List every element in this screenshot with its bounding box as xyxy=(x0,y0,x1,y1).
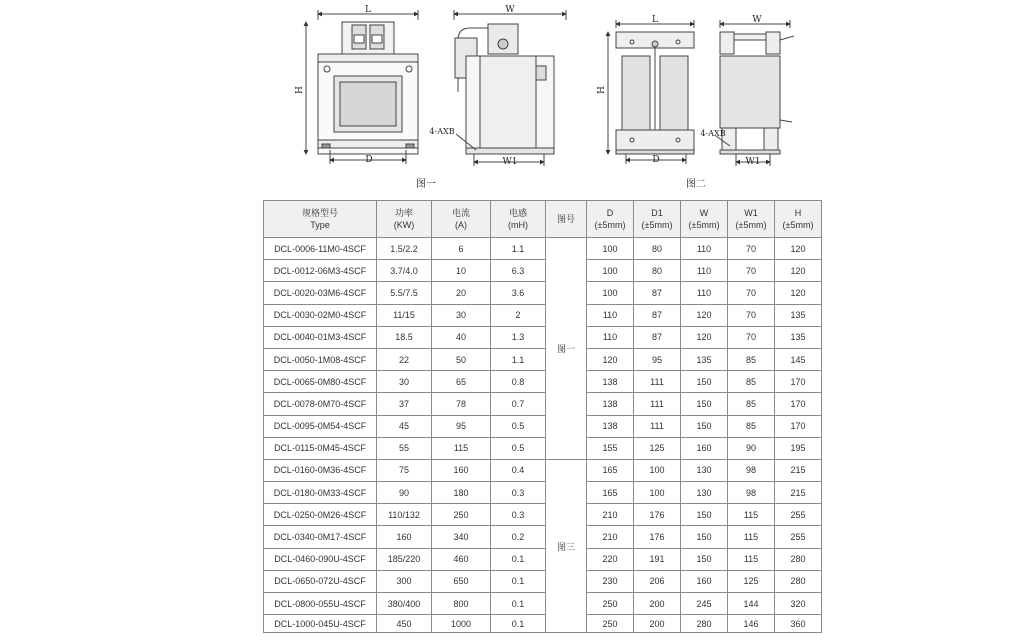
table-row xyxy=(264,304,822,326)
cell-d1: 111 xyxy=(634,371,681,393)
cell-current: 340 xyxy=(432,526,491,548)
cell-h: 320 xyxy=(775,593,822,615)
cell-w: 150 xyxy=(681,415,728,437)
header-inductance-unit: (mH) xyxy=(508,220,528,230)
cell-w1: 90 xyxy=(728,437,775,459)
header-d xyxy=(587,201,634,238)
cell-w: 110 xyxy=(681,238,728,260)
header-model-cn: 规格型号 xyxy=(301,208,338,218)
cell-current: 800 xyxy=(432,593,491,615)
cell-d1: 80 xyxy=(634,238,681,260)
cell-current: 30 xyxy=(432,304,491,326)
cell-inductance: 1.1 xyxy=(491,238,546,260)
cell-inductance: 0.1 xyxy=(491,593,546,615)
cell-model: DCL-0800-055U-4SCF xyxy=(264,593,377,615)
cell-w1: 70 xyxy=(728,260,775,282)
cell-current: 250 xyxy=(432,504,491,526)
fig2-front-label-d: D xyxy=(652,155,660,165)
cell-w1: 146 xyxy=(728,615,775,633)
cell-power: 45 xyxy=(377,415,432,437)
cell-power: 37 xyxy=(377,393,432,415)
cell-inductance: 0.5 xyxy=(491,415,546,437)
cell-w1: 115 xyxy=(728,504,775,526)
cell-current: 115 xyxy=(432,437,491,459)
cell-h: 360 xyxy=(775,615,822,633)
cell-w: 150 xyxy=(681,393,728,415)
cell-w1: 70 xyxy=(728,282,775,304)
table-row xyxy=(264,615,822,633)
cell-model: DCL-0460-090U-4SCF xyxy=(264,548,377,570)
table-row xyxy=(264,482,822,504)
fig2-side-label-w1: W1 xyxy=(745,157,761,167)
cell-inductance: 0.3 xyxy=(491,482,546,504)
cell-h: 255 xyxy=(775,504,822,526)
header-d1-tol: (±5mm) xyxy=(641,220,673,230)
cell-h: 255 xyxy=(775,526,822,548)
technical-drawings xyxy=(0,0,1020,196)
cell-d: 120 xyxy=(587,348,634,370)
cell-power: 90 xyxy=(377,482,432,504)
cell-d: 230 xyxy=(587,570,634,592)
cell-h: 120 xyxy=(775,238,822,260)
cell-w1: 144 xyxy=(728,593,775,615)
header-d-name: D xyxy=(606,208,614,218)
cell-power: 30 xyxy=(377,371,432,393)
cell-d: 250 xyxy=(587,593,634,615)
header-w xyxy=(681,201,728,238)
cell-w1: 85 xyxy=(728,348,775,370)
table-row xyxy=(264,260,822,282)
cell-d: 110 xyxy=(587,326,634,348)
header-power xyxy=(377,201,432,238)
cell-inductance: 2 xyxy=(491,304,546,326)
cell-power: 3.7/4.0 xyxy=(377,260,432,282)
header-h-name: H xyxy=(794,208,802,218)
table-row xyxy=(264,593,822,615)
fig2-side-label-w: W xyxy=(752,15,762,25)
table-row xyxy=(264,282,822,304)
cell-d1: 206 xyxy=(634,570,681,592)
cell-w: 120 xyxy=(681,326,728,348)
table-body xyxy=(264,238,822,633)
header-current xyxy=(432,201,491,238)
table-row xyxy=(264,437,822,459)
cell-figure-group-2: 图三 xyxy=(546,459,587,632)
cell-d: 250 xyxy=(587,615,634,633)
cell-w: 150 xyxy=(681,504,728,526)
table-row xyxy=(264,238,822,260)
cell-w: 110 xyxy=(681,260,728,282)
cell-inductance: 3.6 xyxy=(491,282,546,304)
cell-w1: 70 xyxy=(728,304,775,326)
header-current-cn: 电流 xyxy=(451,208,470,218)
cell-d1: 200 xyxy=(634,615,681,633)
cell-w: 130 xyxy=(681,459,728,481)
header-d1-name: D1 xyxy=(651,208,663,218)
cell-w: 150 xyxy=(681,526,728,548)
cell-w1: 70 xyxy=(728,326,775,348)
cell-current: 78 xyxy=(432,393,491,415)
cell-power: 75 xyxy=(377,459,432,481)
header-h xyxy=(775,201,822,238)
cell-h: 170 xyxy=(775,415,822,437)
header-w-tol: (±5mm) xyxy=(688,220,720,230)
table-row xyxy=(264,459,822,481)
cell-d1: 111 xyxy=(634,393,681,415)
header-current-unit: (A) xyxy=(455,220,467,230)
cell-d: 100 xyxy=(587,282,634,304)
cell-model: DCL-0340-0M17-4SCF xyxy=(264,526,377,548)
fig2-caption: 图二 xyxy=(686,179,706,190)
cell-power: 300 xyxy=(377,570,432,592)
cell-current: 95 xyxy=(432,415,491,437)
cell-d: 210 xyxy=(587,526,634,548)
spec-table xyxy=(263,200,822,633)
header-model xyxy=(264,201,377,238)
cell-current: 10 xyxy=(432,260,491,282)
header-figure xyxy=(546,201,587,238)
cell-w1: 98 xyxy=(728,482,775,504)
fig1-front-label-d: D xyxy=(365,155,373,165)
header-h-tol: (±5mm) xyxy=(782,220,814,230)
header-w1-name: W1 xyxy=(744,208,758,218)
cell-inductance: 0.4 xyxy=(491,459,546,481)
table-row xyxy=(264,504,822,526)
cell-inductance: 1.1 xyxy=(491,348,546,370)
table-row xyxy=(264,548,822,570)
cell-w: 150 xyxy=(681,371,728,393)
cell-d: 165 xyxy=(587,459,634,481)
cell-h: 170 xyxy=(775,371,822,393)
cell-w1: 85 xyxy=(728,415,775,437)
cell-inductance: 0.1 xyxy=(491,615,546,633)
cell-current: 180 xyxy=(432,482,491,504)
table-row xyxy=(264,570,822,592)
fig2-front-view xyxy=(608,20,694,164)
cell-d: 165 xyxy=(587,482,634,504)
fig1-front-view xyxy=(306,10,418,164)
cell-inductance: 0.1 xyxy=(491,570,546,592)
cell-w1: 98 xyxy=(728,459,775,481)
cell-current: 1000 xyxy=(432,615,491,633)
cell-w1: 70 xyxy=(728,238,775,260)
cell-d1: 176 xyxy=(634,526,681,548)
header-power-cn: 功率 xyxy=(394,208,413,218)
fig1-front-label-l: L xyxy=(365,5,371,15)
cell-w: 280 xyxy=(681,615,728,633)
cell-w: 135 xyxy=(681,348,728,370)
cell-d1: 200 xyxy=(634,593,681,615)
header-d-tol: (±5mm) xyxy=(594,220,626,230)
cell-w1: 125 xyxy=(728,570,775,592)
cell-model: DCL-0095-0M54-4SCF xyxy=(264,415,377,437)
cell-power: 22 xyxy=(377,348,432,370)
cell-d: 138 xyxy=(587,393,634,415)
cell-inductance: 6.3 xyxy=(491,260,546,282)
cell-d1: 176 xyxy=(634,504,681,526)
cell-model: DCL-0115-0M45-4SCF xyxy=(264,437,377,459)
cell-power: 185/220 xyxy=(377,548,432,570)
cell-power: 55 xyxy=(377,437,432,459)
cell-h: 145 xyxy=(775,348,822,370)
cell-d1: 80 xyxy=(634,260,681,282)
cell-current: 460 xyxy=(432,548,491,570)
header-figure-cn: 图号 xyxy=(556,214,575,224)
cell-inductance: 0.2 xyxy=(491,526,546,548)
table-row xyxy=(264,526,822,548)
fig2-front-label-h: H xyxy=(597,86,607,94)
cell-model: DCL-0250-0M26-4SCF xyxy=(264,504,377,526)
cell-model: DCL-0050-1M08-4SCF xyxy=(264,348,377,370)
cell-power: 1.5/2.2 xyxy=(377,238,432,260)
table-row xyxy=(264,393,822,415)
cell-model: DCL-0006-11M0-4SCF xyxy=(264,238,377,260)
fig2-front-label-l: L xyxy=(652,15,658,25)
cell-power: 11/15 xyxy=(377,304,432,326)
header-w-name: W xyxy=(699,208,709,218)
header-inductance xyxy=(491,201,546,238)
cell-model: DCL-0040-01M3-4SCF xyxy=(264,326,377,348)
header-inductance-cn: 电感 xyxy=(508,208,527,218)
cell-h: 120 xyxy=(775,282,822,304)
fig1-side-view xyxy=(454,10,566,166)
cell-current: 65 xyxy=(432,371,491,393)
cell-w1: 85 xyxy=(728,393,775,415)
cell-d: 110 xyxy=(587,304,634,326)
cell-w: 150 xyxy=(681,548,728,570)
cell-current: 40 xyxy=(432,326,491,348)
cell-d1: 87 xyxy=(634,304,681,326)
cell-w: 130 xyxy=(681,482,728,504)
cell-w: 245 xyxy=(681,593,728,615)
cell-current: 650 xyxy=(432,570,491,592)
fig1-side-label-w1: W1 xyxy=(502,157,518,167)
cell-d: 100 xyxy=(587,238,634,260)
cell-w: 160 xyxy=(681,437,728,459)
cell-model: DCL-0078-0M70-4SCF xyxy=(264,393,377,415)
cell-model: DCL-0160-0M36-4SCF xyxy=(264,459,377,481)
header-w1-tol: (±5mm) xyxy=(735,220,767,230)
cell-d: 220 xyxy=(587,548,634,570)
fig2-side-view xyxy=(716,20,794,166)
cell-d: 210 xyxy=(587,504,634,526)
header-power-unit: (KW) xyxy=(393,220,415,230)
cell-model: DCL-0180-0M33-4SCF xyxy=(264,482,377,504)
fig1-front-label-h: H xyxy=(295,86,305,94)
cell-figure-group-1: 图一 xyxy=(546,238,587,460)
fig1-side-label-w: W xyxy=(505,5,515,15)
cell-inductance: 1.3 xyxy=(491,326,546,348)
cell-model: DCL-0030-02M0-4SCF xyxy=(264,304,377,326)
cell-h: 280 xyxy=(775,548,822,570)
cell-h: 170 xyxy=(775,393,822,415)
cell-model: DCL-0012-06M3-4SCF xyxy=(264,260,377,282)
table-row xyxy=(264,371,822,393)
fig1-caption: 图一 xyxy=(416,179,436,190)
cell-inductance: 0.5 xyxy=(491,437,546,459)
cell-power: 110/132 xyxy=(377,504,432,526)
cell-w: 110 xyxy=(681,282,728,304)
cell-w: 160 xyxy=(681,570,728,592)
cell-h: 195 xyxy=(775,437,822,459)
cell-w1: 85 xyxy=(728,371,775,393)
cell-inductance: 0.8 xyxy=(491,371,546,393)
cell-current: 6 xyxy=(432,238,491,260)
cell-power: 18.5 xyxy=(377,326,432,348)
cell-current: 20 xyxy=(432,282,491,304)
fig1-side-label-hole: 4-AXB xyxy=(429,127,455,136)
cell-current: 160 xyxy=(432,459,491,481)
cell-w: 120 xyxy=(681,304,728,326)
cell-model: DCL-0020-03M6-4SCF xyxy=(264,282,377,304)
cell-current: 50 xyxy=(432,348,491,370)
cell-d: 155 xyxy=(587,437,634,459)
cell-h: 135 xyxy=(775,304,822,326)
cell-h: 135 xyxy=(775,326,822,348)
cell-h: 215 xyxy=(775,459,822,481)
table-header-row xyxy=(264,201,822,238)
cell-inductance: 0.3 xyxy=(491,504,546,526)
cell-d1: 111 xyxy=(634,415,681,437)
cell-d1: 100 xyxy=(634,459,681,481)
cell-power: 160 xyxy=(377,526,432,548)
cell-d1: 191 xyxy=(634,548,681,570)
cell-w1: 115 xyxy=(728,526,775,548)
cell-power: 450 xyxy=(377,615,432,633)
fig2-side-label-hole: 4-AXB xyxy=(700,129,726,138)
cell-h: 120 xyxy=(775,260,822,282)
cell-model: DCL-1000-045U-4SCF xyxy=(264,615,377,633)
cell-d: 100 xyxy=(587,260,634,282)
cell-d1: 100 xyxy=(634,482,681,504)
cell-d1: 95 xyxy=(634,348,681,370)
table-row xyxy=(264,415,822,437)
header-d1 xyxy=(634,201,681,238)
cell-h: 215 xyxy=(775,482,822,504)
cell-inductance: 0.1 xyxy=(491,548,546,570)
header-w1 xyxy=(728,201,775,238)
cell-d1: 87 xyxy=(634,282,681,304)
cell-power: 5.5/7.5 xyxy=(377,282,432,304)
cell-w1: 115 xyxy=(728,548,775,570)
cell-model: DCL-0650-072U-4SCF xyxy=(264,570,377,592)
cell-d1: 87 xyxy=(634,326,681,348)
cell-power: 380/400 xyxy=(377,593,432,615)
cell-d: 138 xyxy=(587,371,634,393)
cell-inductance: 0.7 xyxy=(491,393,546,415)
header-model-en: Type xyxy=(310,220,330,230)
table-row xyxy=(264,348,822,370)
cell-d1: 125 xyxy=(634,437,681,459)
cell-h: 280 xyxy=(775,570,822,592)
table-row xyxy=(264,326,822,348)
cell-d: 138 xyxy=(587,415,634,437)
cell-model: DCL-0065-0M80-4SCF xyxy=(264,371,377,393)
